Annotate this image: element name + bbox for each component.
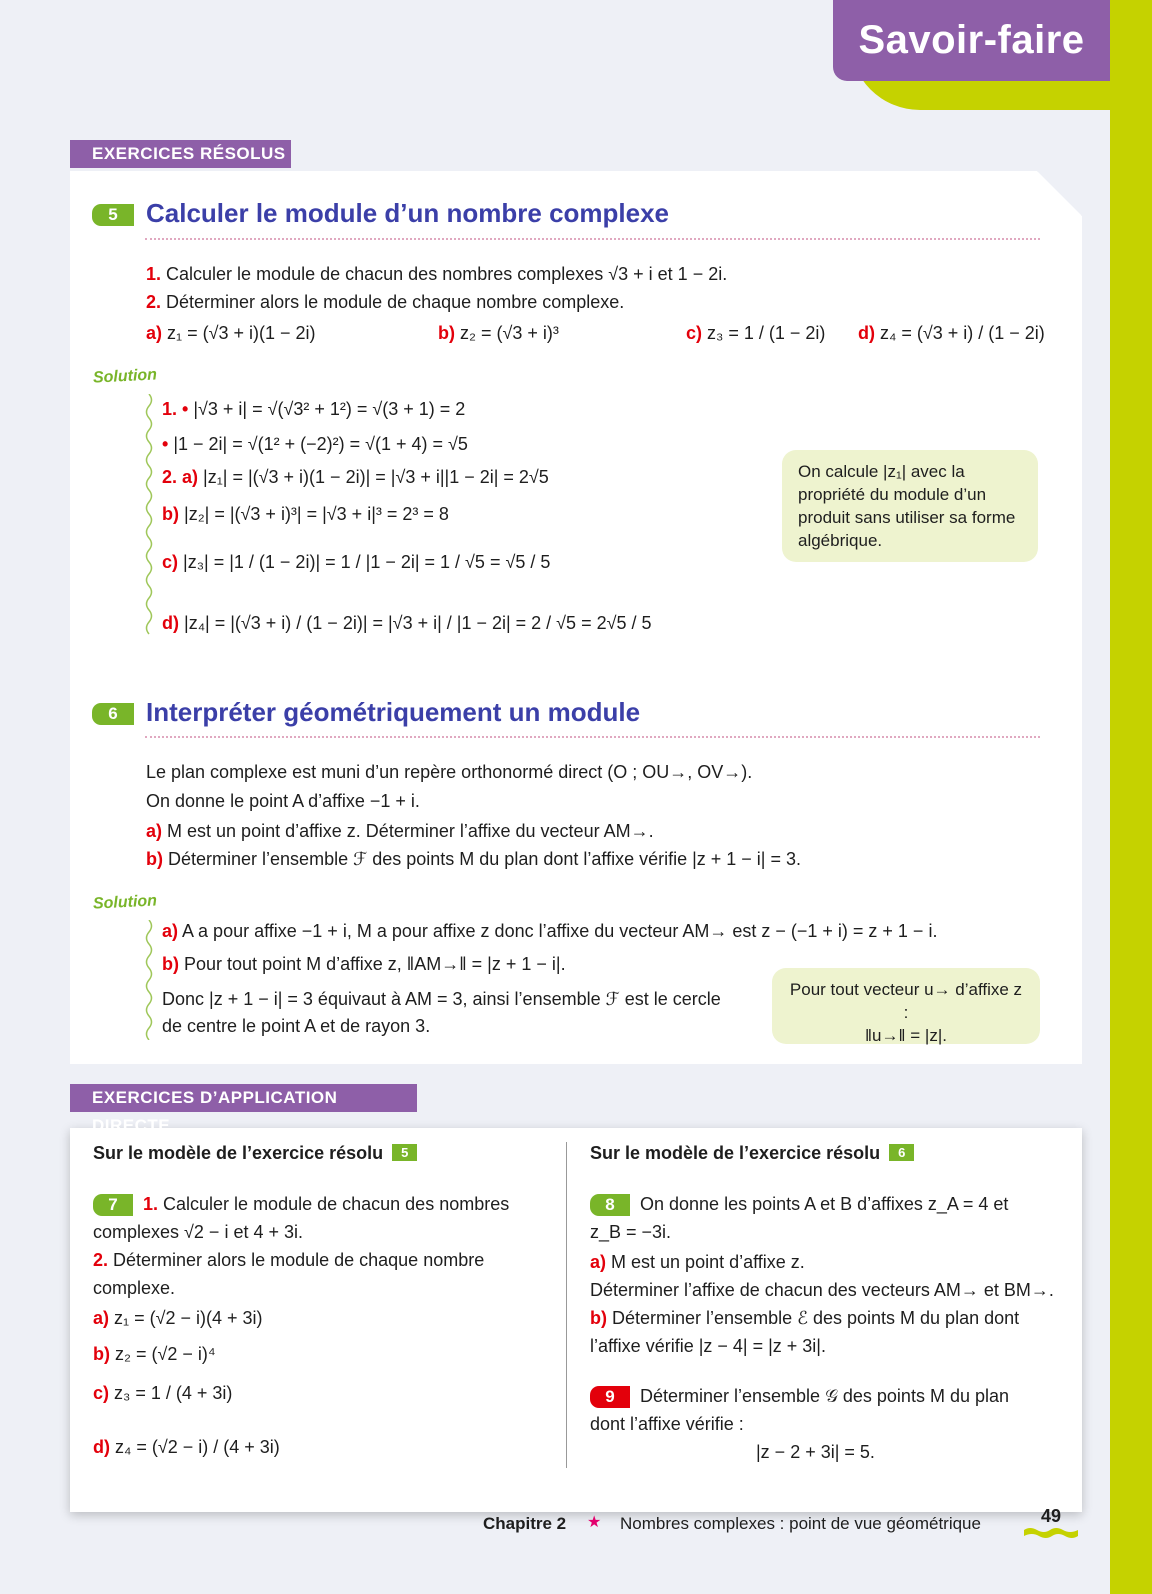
- page-number-wave: [1024, 1526, 1078, 1540]
- ex7-item-d: d) z₄ = (√2 − i) / (4 + 3i): [93, 1437, 280, 1457]
- solution-squiggle: [144, 920, 154, 1040]
- ex8-line-1: 8 On donne les points A et B d’affixes z_A = 4 et: [590, 1193, 1008, 1216]
- ex8-question-a-cont: Déterminer l’affixe de chacun des vecteurs AM→ et BM→.: [590, 1280, 1054, 1300]
- exercise-8-badge: 8: [590, 1194, 630, 1216]
- ex5-item-b: b) z₂ = (√3 + i)³: [438, 323, 559, 343]
- ex5-solution-2a: 2. a) |z₁| = |(√3 + i)(1 − 2i)| = |√3 + i||1 − 2i| = 2√5: [162, 467, 549, 487]
- ex9-line-2: dont l’affixe vérifie :: [590, 1414, 744, 1434]
- ex6-note: [772, 968, 1040, 1044]
- ex8-question-b-cont: l’affixe vérifie |z − 4| = |z + 3i|.: [590, 1336, 826, 1356]
- ex5-solution-2c: c) |z₃| = |1 / (1 − 2i)| = 1 / |1 − 2i| = 1 / √5 = √5 / 5: [162, 552, 551, 572]
- left-model-heading: Sur le modèle de l’exercice résolu 5: [93, 1143, 417, 1164]
- ex6-paragraph-1: Le plan complexe est muni d’un repère orthonormé direct (O ; OU→, OV→).: [146, 762, 753, 782]
- exercise-6-badge: 6: [92, 703, 134, 725]
- exercise-5-title: Calculer le module d’un nombre complexe: [146, 198, 670, 228]
- ex7-item-c: c) z₃ = 1 / (4 + 3i): [93, 1383, 233, 1403]
- ex9-line-1: 9 Déterminer l’ensemble 𝒢 des points M du plan: [590, 1385, 1009, 1408]
- title-divider: [145, 238, 1040, 240]
- ex5-question-1: 1. Calculer le module de chacun des nombres complexes √3 + i et 1 − 2i.: [146, 264, 728, 284]
- ex7-question-2: 2. Déterminer alors le module de chaque nombre: [93, 1250, 485, 1270]
- footer-chapter: Chapitre 2: [483, 1514, 567, 1533]
- ex6-question-b: b) Déterminer l’ensemble ℱ des points M du plan dont l’affixe vérifie |z + 1 − i| = 3.: [146, 849, 802, 869]
- ex7-item-b: b) z₂ = (√2 − i)⁴: [93, 1344, 216, 1364]
- exercise-9-badge: 9: [590, 1386, 630, 1408]
- ex7-question-1: 7 1. Calculer le module de chacun des nombres: [93, 1193, 509, 1216]
- right-model-heading: Sur le modèle de l’exercice résolu 6: [590, 1143, 914, 1164]
- ex6-note-line-2: ‖u→‖ = |z|.: [865, 1026, 947, 1045]
- ex7-question-2-cont: complexe.: [93, 1278, 176, 1298]
- ex6-solution-c2: de centre le point A et de rayon 3.: [162, 1016, 431, 1036]
- direct-section-tag: EXERCICES D’APPLICATION DIRECTE: [70, 1084, 417, 1112]
- ex6-solution-b: b) Pour tout point M d’affixe z, ‖AM→‖ = |z + 1 − i|.: [162, 954, 566, 974]
- footer-star-icon: ★: [587, 1514, 602, 1531]
- ex6-solution-c1: Donc |z + 1 − i| = 3 équivaut à AM = 3, ainsi l’ensemble ℱ est le cercle: [162, 989, 721, 1009]
- right-accent-bar: [1110, 0, 1152, 1594]
- ex9-equation: |z − 2 + 3i| = 5.: [756, 1442, 875, 1462]
- column-separator: [566, 1142, 567, 1468]
- exercise-5-badge: 5: [92, 204, 134, 226]
- ex5-item-d: d) z₄ = (√3 + i) / (1 − 2i): [858, 323, 1045, 343]
- ex7-item-a: a) z₁ = (√2 − i)(4 + 3i): [93, 1308, 263, 1328]
- ex5-solution-label: Solution: [92, 366, 158, 387]
- ex5-solution-1b: • |1 − 2i| = √(1² + (−2)²) = √(1 + 4) = √5: [162, 434, 468, 454]
- savoir-faire-tab: Savoir-faire: [833, 0, 1110, 81]
- ex5-note: On calcule |z₁| avec la propriété du module d’un produit sans utiliser sa forme algébrique.: [782, 450, 1038, 562]
- ex5-item-c: c) z₃ = 1 / (1 − 2i): [686, 323, 826, 343]
- exercise-7-badge: 7: [93, 1194, 133, 1216]
- solution-squiggle: [144, 394, 154, 639]
- ex8-question-a: a) M est un point d’affixe z.: [590, 1252, 805, 1272]
- model-ref-badge: 5: [392, 1144, 417, 1161]
- ex6-note-line-1: Pour tout vecteur u→ d’affixe z :: [789, 980, 1023, 1022]
- ex5-solution-1: 1. • |√3 + i| = √(√3² + 1²) = √(3 + 1) = 2: [162, 399, 466, 419]
- page-number: 49: [1041, 1506, 1062, 1526]
- ex5-solution-2b: b) |z₂| = |(√3 + i)³| = |√3 + i|³ = 2³ = 8: [162, 504, 449, 524]
- ex5-item-a: a) z₁ = (√3 + i)(1 − 2i): [146, 323, 316, 343]
- ex5-question-2: 2. Déterminer alors le module de chaque nombre complexe.: [146, 292, 625, 312]
- exercise-6-title: Interpréter géométriquement un module: [146, 697, 641, 727]
- ex6-solution-label: Solution: [92, 892, 158, 913]
- title-divider: [145, 736, 1040, 738]
- ex8-question-b: b) Déterminer l’ensemble ℰ des points M du plan dont: [590, 1308, 1020, 1328]
- ex8-line-2: z_B = −3i.: [590, 1222, 672, 1242]
- ex6-solution-a: a) A a pour affixe −1 + i, M a pour affixe z donc l’affixe du vecteur AM→ est z − (−1 + i) = z + 1 − i.: [162, 921, 938, 941]
- ex6-paragraph-2: On donne le point A d’affixe −1 + i.: [146, 791, 420, 811]
- resolved-section-tag: EXERCICES RÉSOLUS: [70, 140, 291, 168]
- ex7-question-1-cont: complexes √2 − i et 4 + 3i.: [93, 1222, 303, 1242]
- model-ref-badge: 6: [889, 1144, 914, 1161]
- ex5-solution-2d: d) |z₄| = |(√3 + i) / (1 − 2i)| = |√3 + i| / |1 − 2i| = 2 / √5 = 2√5 / 5: [162, 613, 652, 633]
- footer-chapter-title: Nombres complexes : point de vue géométrique: [620, 1514, 981, 1533]
- ex6-question-a: a) M est un point d’affixe z. Déterminer l’affixe du vecteur AM→.: [146, 821, 654, 841]
